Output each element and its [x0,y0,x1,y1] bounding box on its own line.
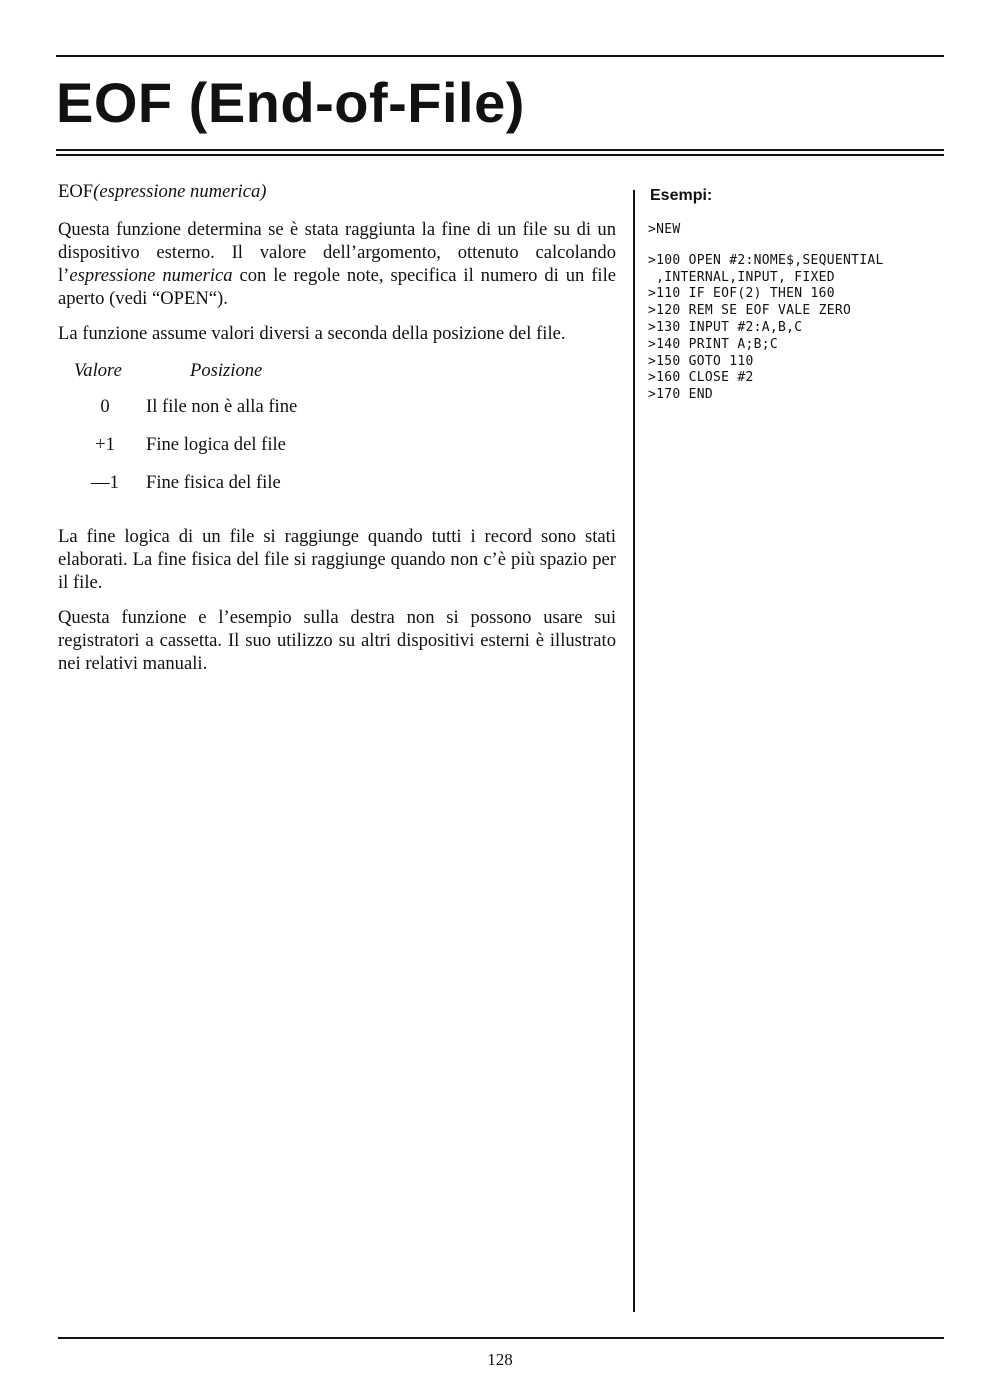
value-table-header [58,359,616,395]
table-row [58,395,616,433]
code-line: >110 IF EOF(2) THEN 160 [648,286,835,302]
title-rule-lower [56,154,944,156]
syntax-line [58,180,616,203]
syntax-keyword: EOF [58,181,94,202]
position-cell: Il file non è alla fine [146,396,298,417]
examples-column [648,186,948,404]
main-column [58,180,616,687]
header-valore: Valore [74,360,122,381]
code-line: >150 GOTO 110 [648,353,754,369]
examples-heading: Esempi: [650,187,713,204]
column-divider [633,190,635,1312]
code-line: >120 REM SE EOF VALE ZERO [648,303,852,319]
code-line-new: >NEW [648,222,681,237]
table-row [58,433,616,471]
value-table [58,359,616,509]
code-line: >130 INPUT #2:A,B,C [648,319,803,335]
page-title: EOF (End-of-File) [56,71,525,134]
top-rule [56,55,944,57]
paragraph-description-part-2: con le regole note, specifica il numero di un file aperto (vedi “OPEN“). [58,265,616,309]
value-cell: 0 [100,396,110,417]
paragraph-cassette-note: Questa funzione e l’esempio sulla destra non si possono usare sui registratori a cassetta. Il suo utilizzo su altri dispositivi esterni è illustrato nei relativi manuali. [58,607,616,674]
paragraph-description-italic: espressione numerica [69,265,233,286]
code-line: ,INTERNAL,INPUT, FIXED [648,269,835,285]
title-rule-upper [56,149,944,151]
code-line: >100 OPEN #2:NOME$,SEQUENTIAL [648,252,884,268]
paragraph-logical-physical-end: La fine logica di un file si raggiunge quando tutti i record sono stati elaborati. La fine fisica del file si raggiunge quando non c’è più spazio per il file. [58,526,616,593]
code-line: >160 CLOSE #2 [648,370,754,386]
code-line: >140 PRINT A;B;C [648,336,779,352]
paragraph-description [58,218,616,310]
value-cell: +1 [95,434,115,455]
position-cell: Fine logica del file [146,434,286,455]
page-number: 128 [487,1350,513,1369]
position-cell: Fine fisica del file [146,472,281,493]
header-posizione: Posizione [190,360,263,381]
table-row [58,471,616,509]
paragraph-values-intro: La funzione assume valori diversi a seconda della posizione del file. [58,323,566,344]
code-block [648,253,948,404]
footer-rule [58,1337,944,1339]
code-line: >170 END [648,387,714,403]
paragraph-description-part-1: Questa funzione determina se è stata raggiunta la fine di un file su di un dispositivo esterno. Il valore dell’argomento, ottenuto calcolando l’ [58,219,616,286]
syntax-argument: (espressione numerica) [93,181,267,202]
value-cell: —1 [91,472,119,493]
